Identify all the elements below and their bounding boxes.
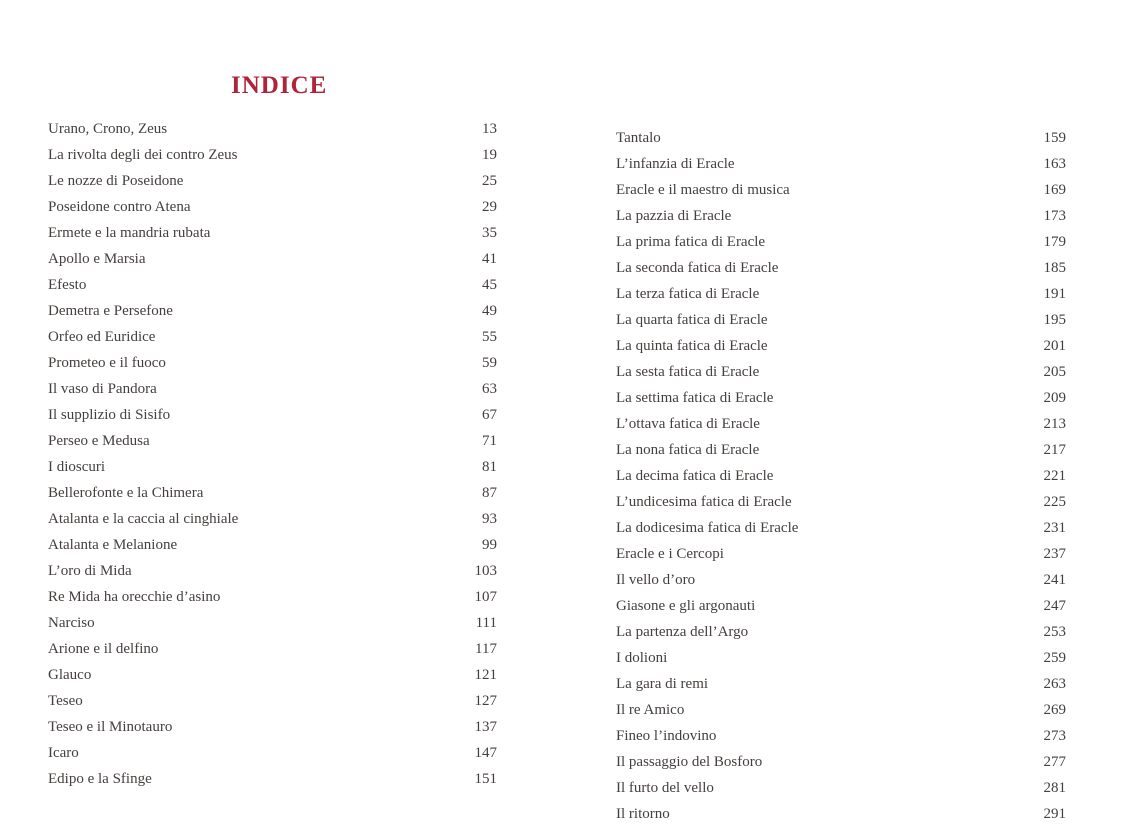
toc-entry (616, 411, 1066, 437)
toc-entry-page: 117 (475, 640, 497, 657)
toc-entry-page: 45 (482, 276, 497, 293)
toc-entry-page: 93 (482, 510, 497, 527)
toc-entry (616, 671, 1066, 697)
toc-entry-page: 201 (1043, 337, 1066, 354)
toc-entry (48, 688, 497, 714)
toc-entry-title: La decima fatica di Eracle (616, 467, 774, 484)
toc-entry (48, 610, 497, 636)
toc-entry-title: Eracle e il maestro di musica (616, 181, 790, 198)
toc-entry-title: Re Mida ha orecchie d’asino (48, 588, 221, 605)
toc-entry (616, 229, 1066, 255)
toc-entry-title: Edipo e la Sfinge (48, 770, 152, 787)
toc-entry-title: Fineo l’indovino (616, 727, 717, 744)
toc-entry (616, 645, 1066, 671)
toc-entry-page: 41 (482, 250, 497, 267)
toc-entry-page: 217 (1043, 441, 1066, 458)
toc-entry (48, 454, 497, 480)
toc-entry (48, 714, 497, 740)
toc-entry-title: Urano, Crono, Zeus (48, 120, 168, 137)
toc-entry-title: La settima fatica di Eracle (616, 389, 774, 406)
toc-entry-page: 147 (474, 744, 497, 761)
toc-entry-page: 213 (1043, 415, 1066, 432)
toc-entry-title: I dolioni (616, 649, 668, 666)
toc-entry (48, 402, 497, 428)
toc-entry-title: Orfeo ed Euridice (48, 328, 156, 345)
toc-entry-title: L’infanzia di Eracle (616, 155, 735, 172)
toc-entry-page: 59 (482, 354, 497, 371)
toc-entry-title: Poseidone contro Atena (48, 198, 191, 215)
toc-entry (48, 584, 497, 610)
toc-entry-page: 281 (1043, 779, 1066, 796)
toc-entry (616, 541, 1066, 567)
toc-entry (48, 298, 497, 324)
toc-entry (48, 740, 497, 766)
toc-entry-title: La pazzia di Eracle (616, 207, 732, 224)
toc-entry-page: 195 (1043, 311, 1066, 328)
toc-entry-page: 87 (482, 484, 497, 501)
toc-entry (616, 801, 1066, 827)
toc-entry-page: 263 (1043, 675, 1066, 692)
toc-entry (616, 307, 1066, 333)
toc-entry (48, 480, 497, 506)
toc-entry-page: 35 (482, 224, 497, 241)
toc-entry-title: Le nozze di Poseidone (48, 172, 184, 189)
toc-entry-title: Giasone e gli argonauti (616, 597, 756, 614)
toc-entry-page: 259 (1043, 649, 1066, 666)
page-title: INDICE (231, 72, 328, 99)
toc-entry (616, 333, 1066, 359)
toc-entry-page: 205 (1043, 363, 1066, 380)
toc-entry-page: 25 (482, 172, 497, 189)
toc-column-left (48, 116, 497, 792)
toc-entry-page: 151 (474, 770, 497, 787)
toc-entry-title: La terza fatica di Eracle (616, 285, 760, 302)
toc-entry-title: La quarta fatica di Eracle (616, 311, 768, 328)
toc-entry (616, 515, 1066, 541)
toc-entry (48, 116, 497, 142)
toc-entry-page: 29 (482, 198, 497, 215)
toc-entry-page: 247 (1043, 597, 1066, 614)
toc-entry (48, 766, 497, 792)
toc-entry (616, 203, 1066, 229)
toc-entry (48, 194, 497, 220)
toc-entry (48, 662, 497, 688)
toc-entry-title: La dodicesima fatica di Eracle (616, 519, 799, 536)
toc-entry-page: 269 (1043, 701, 1066, 718)
toc-entry-page: 253 (1043, 623, 1066, 640)
toc-entry-page: 225 (1043, 493, 1066, 510)
toc-entry-title: I dioscuri (48, 458, 106, 475)
toc-entry (48, 324, 497, 350)
toc-entry-page: 103 (474, 562, 497, 579)
toc-entry-page: 81 (482, 458, 497, 475)
toc-entry-title: Glauco (48, 666, 92, 683)
toc-entry-page: 63 (482, 380, 497, 397)
toc-entry-page: 273 (1043, 727, 1066, 744)
toc-entry-title: L’oro di Mida (48, 562, 132, 579)
toc-entry (616, 723, 1066, 749)
toc-entry (48, 532, 497, 558)
toc-entry-page: 231 (1043, 519, 1066, 536)
toc-entry-page: 121 (474, 666, 497, 683)
toc-entry-title: Perseo e Medusa (48, 432, 150, 449)
toc-entry (48, 636, 497, 662)
toc-entry-page: 173 (1043, 207, 1066, 224)
toc-entry (616, 749, 1066, 775)
toc-entry-title: Il passaggio del Bosforo (616, 753, 763, 770)
toc-entry-title: Efesto (48, 276, 87, 293)
toc-entry-title: La seconda fatica di Eracle (616, 259, 779, 276)
toc-entry-page: 209 (1043, 389, 1066, 406)
toc-entry (48, 376, 497, 402)
toc-entry-page: 185 (1043, 259, 1066, 276)
toc-entry (616, 593, 1066, 619)
toc-entry (48, 168, 497, 194)
toc-entry-title: La sesta fatica di Eracle (616, 363, 760, 380)
toc-entry-page: 13 (482, 120, 497, 137)
toc-entry-title: La partenza dell’Argo (616, 623, 749, 640)
toc-entry (616, 697, 1066, 723)
toc-entry-page: 221 (1043, 467, 1066, 484)
toc-entry (616, 775, 1066, 801)
toc-entry-page: 99 (482, 536, 497, 553)
toc-entry-page: 169 (1043, 181, 1066, 198)
toc-entry-title: Arione e il delfino (48, 640, 159, 657)
toc-entry-page: 159 (1043, 129, 1066, 146)
toc-entry-page: 71 (482, 432, 497, 449)
toc-entry-title: Teseo e il Minotauro (48, 718, 173, 735)
toc-entry-title: Eracle e i Cercopi (616, 545, 724, 562)
toc-entry-title: Bellerofonte e la Chimera (48, 484, 204, 501)
toc-entry-title: Apollo e Marsia (48, 250, 146, 267)
toc-entry-title: L’undicesima fatica di Eracle (616, 493, 792, 510)
toc-entry-page: 49 (482, 302, 497, 319)
toc-entry (48, 220, 497, 246)
toc-entry (616, 463, 1066, 489)
toc-entry-page: 127 (474, 692, 497, 709)
toc-entry (48, 142, 497, 168)
toc-entry (616, 359, 1066, 385)
toc-entry (616, 567, 1066, 593)
toc-entry (48, 558, 497, 584)
toc-entry-title: Il supplizio di Sisifo (48, 406, 171, 423)
toc-entry-title: Teseo (48, 692, 83, 709)
toc-entry (616, 385, 1066, 411)
toc-entry-title: La prima fatica di Eracle (616, 233, 766, 250)
toc-entry-title: Tantalo (616, 129, 661, 146)
toc-entry-title: Demetra e Persefone (48, 302, 173, 319)
toc-entry-page: 179 (1043, 233, 1066, 250)
toc-entry-page: 137 (474, 718, 497, 735)
toc-entry-title: L’ottava fatica di Eracle (616, 415, 760, 432)
toc-entry-title: La quinta fatica di Eracle (616, 337, 768, 354)
toc-entry (48, 272, 497, 298)
toc-entry (48, 350, 497, 376)
toc-entry-page: 19 (482, 146, 497, 163)
toc-entry-title: Icaro (48, 744, 79, 761)
toc-entry-title: Narciso (48, 614, 95, 631)
toc-entry-title: Il vaso di Pandora (48, 380, 157, 397)
toc-entry-page: 107 (474, 588, 497, 605)
toc-entry (616, 281, 1066, 307)
toc-entry-page: 237 (1043, 545, 1066, 562)
toc-entry-page: 67 (482, 406, 497, 423)
toc-entry-page: 191 (1043, 285, 1066, 302)
toc-entry-title: Il ritorno (616, 805, 670, 822)
toc-entry (616, 255, 1066, 281)
toc-entry (616, 177, 1066, 203)
toc-entry (616, 151, 1066, 177)
toc-entry-title: Prometeo e il fuoco (48, 354, 166, 371)
toc-entry (616, 619, 1066, 645)
toc-column-right (616, 125, 1066, 827)
toc-entry-title: Il vello d’oro (616, 571, 696, 588)
toc-entry (616, 437, 1066, 463)
toc-entry-title: Il re Amico (616, 701, 685, 718)
toc-entry (616, 125, 1066, 151)
toc-entry-title: La nona fatica di Eracle (616, 441, 760, 458)
toc-entry-title: Atalanta e la caccia al cinghiale (48, 510, 239, 527)
toc-entry-title: Ermete e la mandria rubata (48, 224, 211, 241)
toc-entry-title: Il furto del vello (616, 779, 714, 796)
toc-entry (48, 246, 497, 272)
toc-entry-page: 55 (482, 328, 497, 345)
toc-entry (616, 489, 1066, 515)
toc-entry-page: 163 (1043, 155, 1066, 172)
toc-entry-page: 291 (1043, 805, 1066, 822)
toc-entry (48, 506, 497, 532)
toc-entry-page: 277 (1043, 753, 1066, 770)
toc-entry-title: La gara di remi (616, 675, 709, 692)
toc-entry-page: 241 (1043, 571, 1066, 588)
toc-entry-page: 111 (475, 614, 497, 631)
toc-entry (48, 428, 497, 454)
toc-entry-title: La rivolta degli dei contro Zeus (48, 146, 238, 163)
toc-entry-title: Atalanta e Melanione (48, 536, 178, 553)
